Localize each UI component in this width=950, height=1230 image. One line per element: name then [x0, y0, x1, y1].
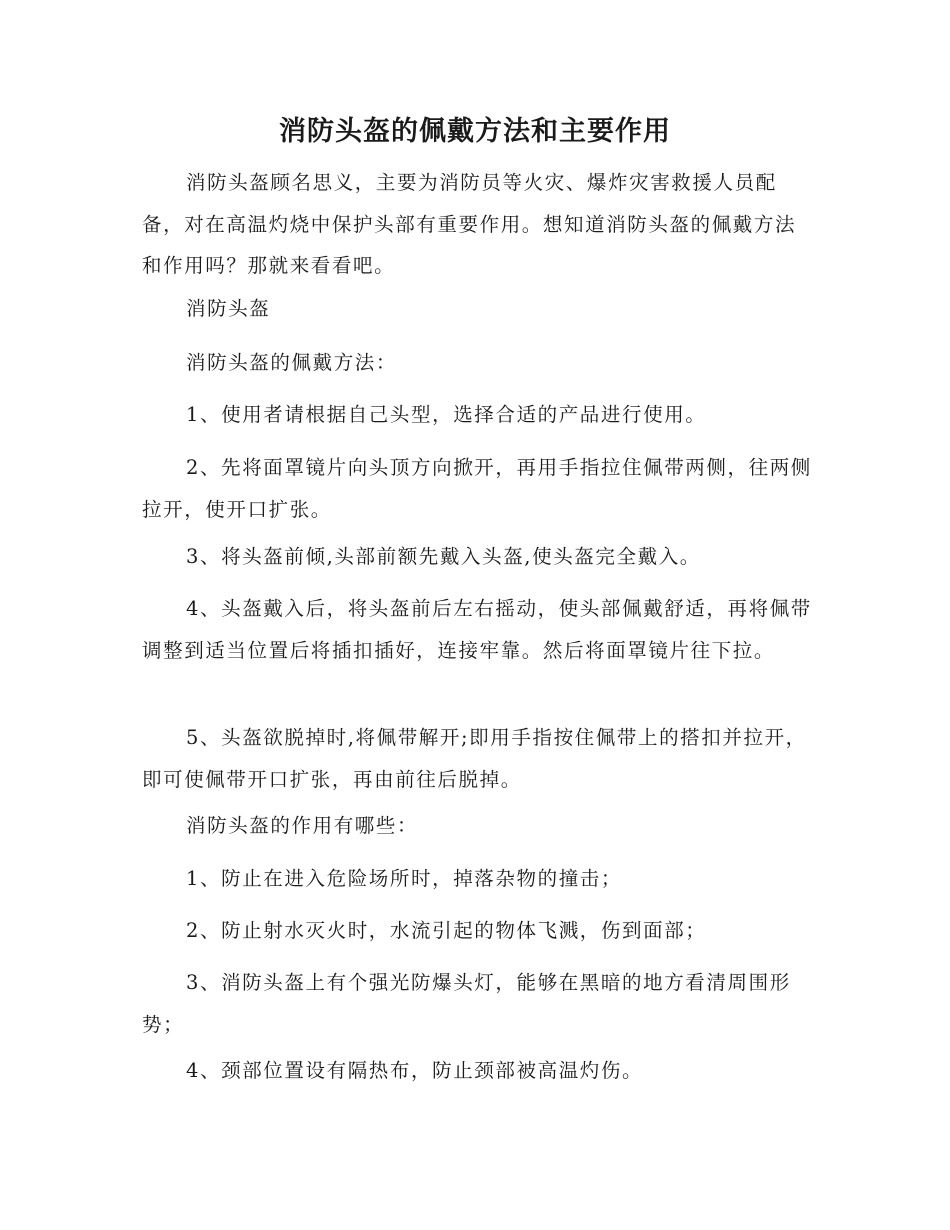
paragraph-function-3: 3、消防头盔上有个强光防爆头灯，能够在黑暗的地方看清周围形势； [142, 971, 791, 1036]
paragraph-heading-wearing-method: 消防头盔的佩戴方法： [186, 351, 398, 374]
paragraph-method-step-1: 1、使用者请根据自己头型，选择合适的产品进行使用。 [186, 403, 707, 426]
paragraph-method-step-5: 5、头盔欲脱掉时,将佩带解开;即用手指按住佩带上的搭扣并拉开，即可使佩带开口扩张，再由前往后脱掉。 [142, 726, 807, 791]
paragraph-function-4: 4、颈部位置设有隔热布，防止颈部被高温灼伤。 [186, 1059, 644, 1082]
paragraph-intro: 消防头盔顾名思义，主要为消防员等火灾、爆炸灾害救援人员配备，对在高温灼烧中保护头部有重要作用。想知道消防头盔的佩戴方法和作用吗？那就来看看吧。 [142, 171, 797, 277]
paragraph-method-step-3: 3、将头盔前倾,头部前额先戴入头盔,使头盔完全戴入。 [186, 545, 701, 568]
document-title: 消防头盔的佩戴方法和主要作用 [279, 116, 671, 147]
paragraph-function-1: 1、防止在进入危险场所时，掉落杂物的撞击； [186, 867, 623, 890]
paragraph-heading-helmet: 消防头盔 [186, 297, 271, 320]
paragraph-method-step-2: 2、先将面罩镜片向头顶方向掀开，再用手指拉住佩带两侧，往两侧拉开，使开口扩张。 [142, 456, 812, 521]
paragraph-heading-functions: 消防头盔的作用有哪些： [186, 814, 419, 837]
paragraph-method-step-4: 4、头盔戴入后，将头盔前后左右摇动，使头部佩戴舒适，再将佩带调整到适当位置后将插扣插好，连接牢靠。然后将面罩镜片往下拉。 [142, 597, 812, 662]
paragraph-function-2: 2、防止射水灭火时，水流引起的物体飞溅，伤到面部； [186, 919, 707, 942]
